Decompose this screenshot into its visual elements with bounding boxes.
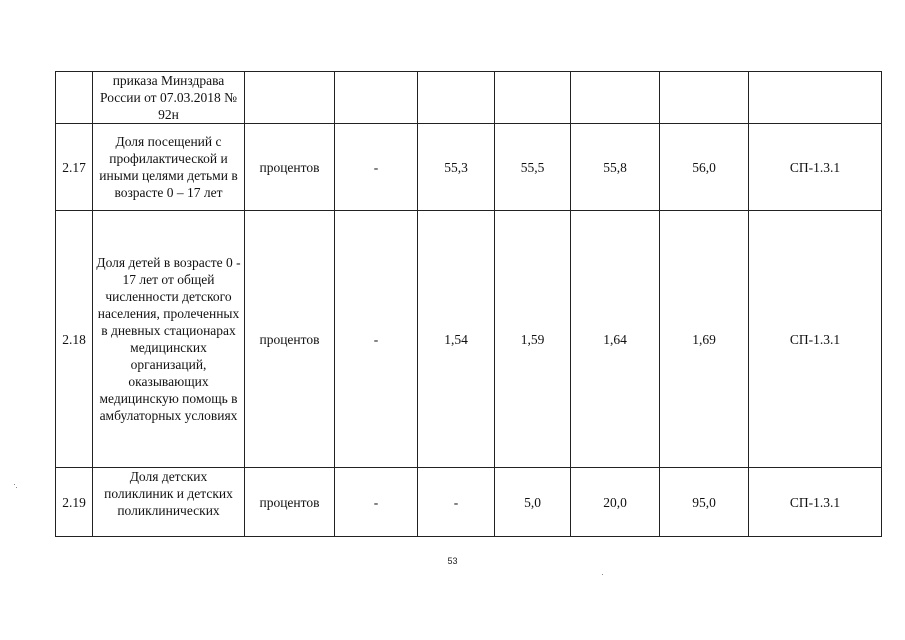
row-number: 2.19	[56, 468, 93, 537]
scan-speck	[602, 574, 603, 575]
program-code-cell: СП-1.3.1	[749, 468, 882, 537]
unit-cell: процентов	[245, 124, 335, 211]
table-row	[56, 468, 882, 537]
unit-cell	[245, 72, 335, 124]
base-value-cell: -	[335, 468, 418, 537]
value-cell-2: 5,0	[495, 468, 571, 537]
indicators-table	[55, 71, 882, 537]
indicator-description: Доля детей в возрасте 0 - 17 лет от общей численности детского населения, пролеченных в дневных стационарах медицинских организаций, оказывающих медицинскую помощь в амбулаторных условиях	[93, 211, 245, 468]
value-cell-1	[418, 72, 495, 124]
scan-speck	[16, 487, 17, 488]
scan-speck	[14, 484, 15, 485]
table-row	[56, 211, 882, 468]
value-cell-4	[660, 72, 749, 124]
unit-cell: процентов	[245, 211, 335, 468]
unit-cell: процентов	[245, 468, 335, 537]
value-cell-3: 55,8	[571, 124, 660, 211]
value-cell-2	[495, 72, 571, 124]
base-value-cell	[335, 72, 418, 124]
indicator-description: приказа Минздрава России от 07.03.2018 № 92н	[93, 72, 245, 124]
program-code-cell: СП-1.3.1	[749, 211, 882, 468]
program-code-cell	[749, 72, 882, 124]
value-cell-2: 1,59	[495, 211, 571, 468]
value-cell-3	[571, 72, 660, 124]
program-code-cell: СП-1.3.1	[749, 124, 882, 211]
value-cell-4: 56,0	[660, 124, 749, 211]
page-number: 53	[447, 556, 458, 566]
value-cell-3: 20,0	[571, 468, 660, 537]
value-cell-4: 95,0	[660, 468, 749, 537]
value-cell-2: 55,5	[495, 124, 571, 211]
table-row	[56, 124, 882, 211]
value-cell-4: 1,69	[660, 211, 749, 468]
row-number	[56, 72, 93, 124]
indicator-description: Доля посещений с профилактической и иными целями детьми в возрасте 0 – 17 лет	[93, 124, 245, 211]
row-number: 2.17	[56, 124, 93, 211]
value-cell-1: 1,54	[418, 211, 495, 468]
indicator-description: Доля детских поликлиник и детских поликлинических	[93, 468, 245, 537]
row-number: 2.18	[56, 211, 93, 468]
base-value-cell: -	[335, 124, 418, 211]
value-cell-1: -	[418, 468, 495, 537]
value-cell-1: 55,3	[418, 124, 495, 211]
value-cell-3: 1,64	[571, 211, 660, 468]
table-row	[56, 72, 882, 124]
base-value-cell: -	[335, 211, 418, 468]
